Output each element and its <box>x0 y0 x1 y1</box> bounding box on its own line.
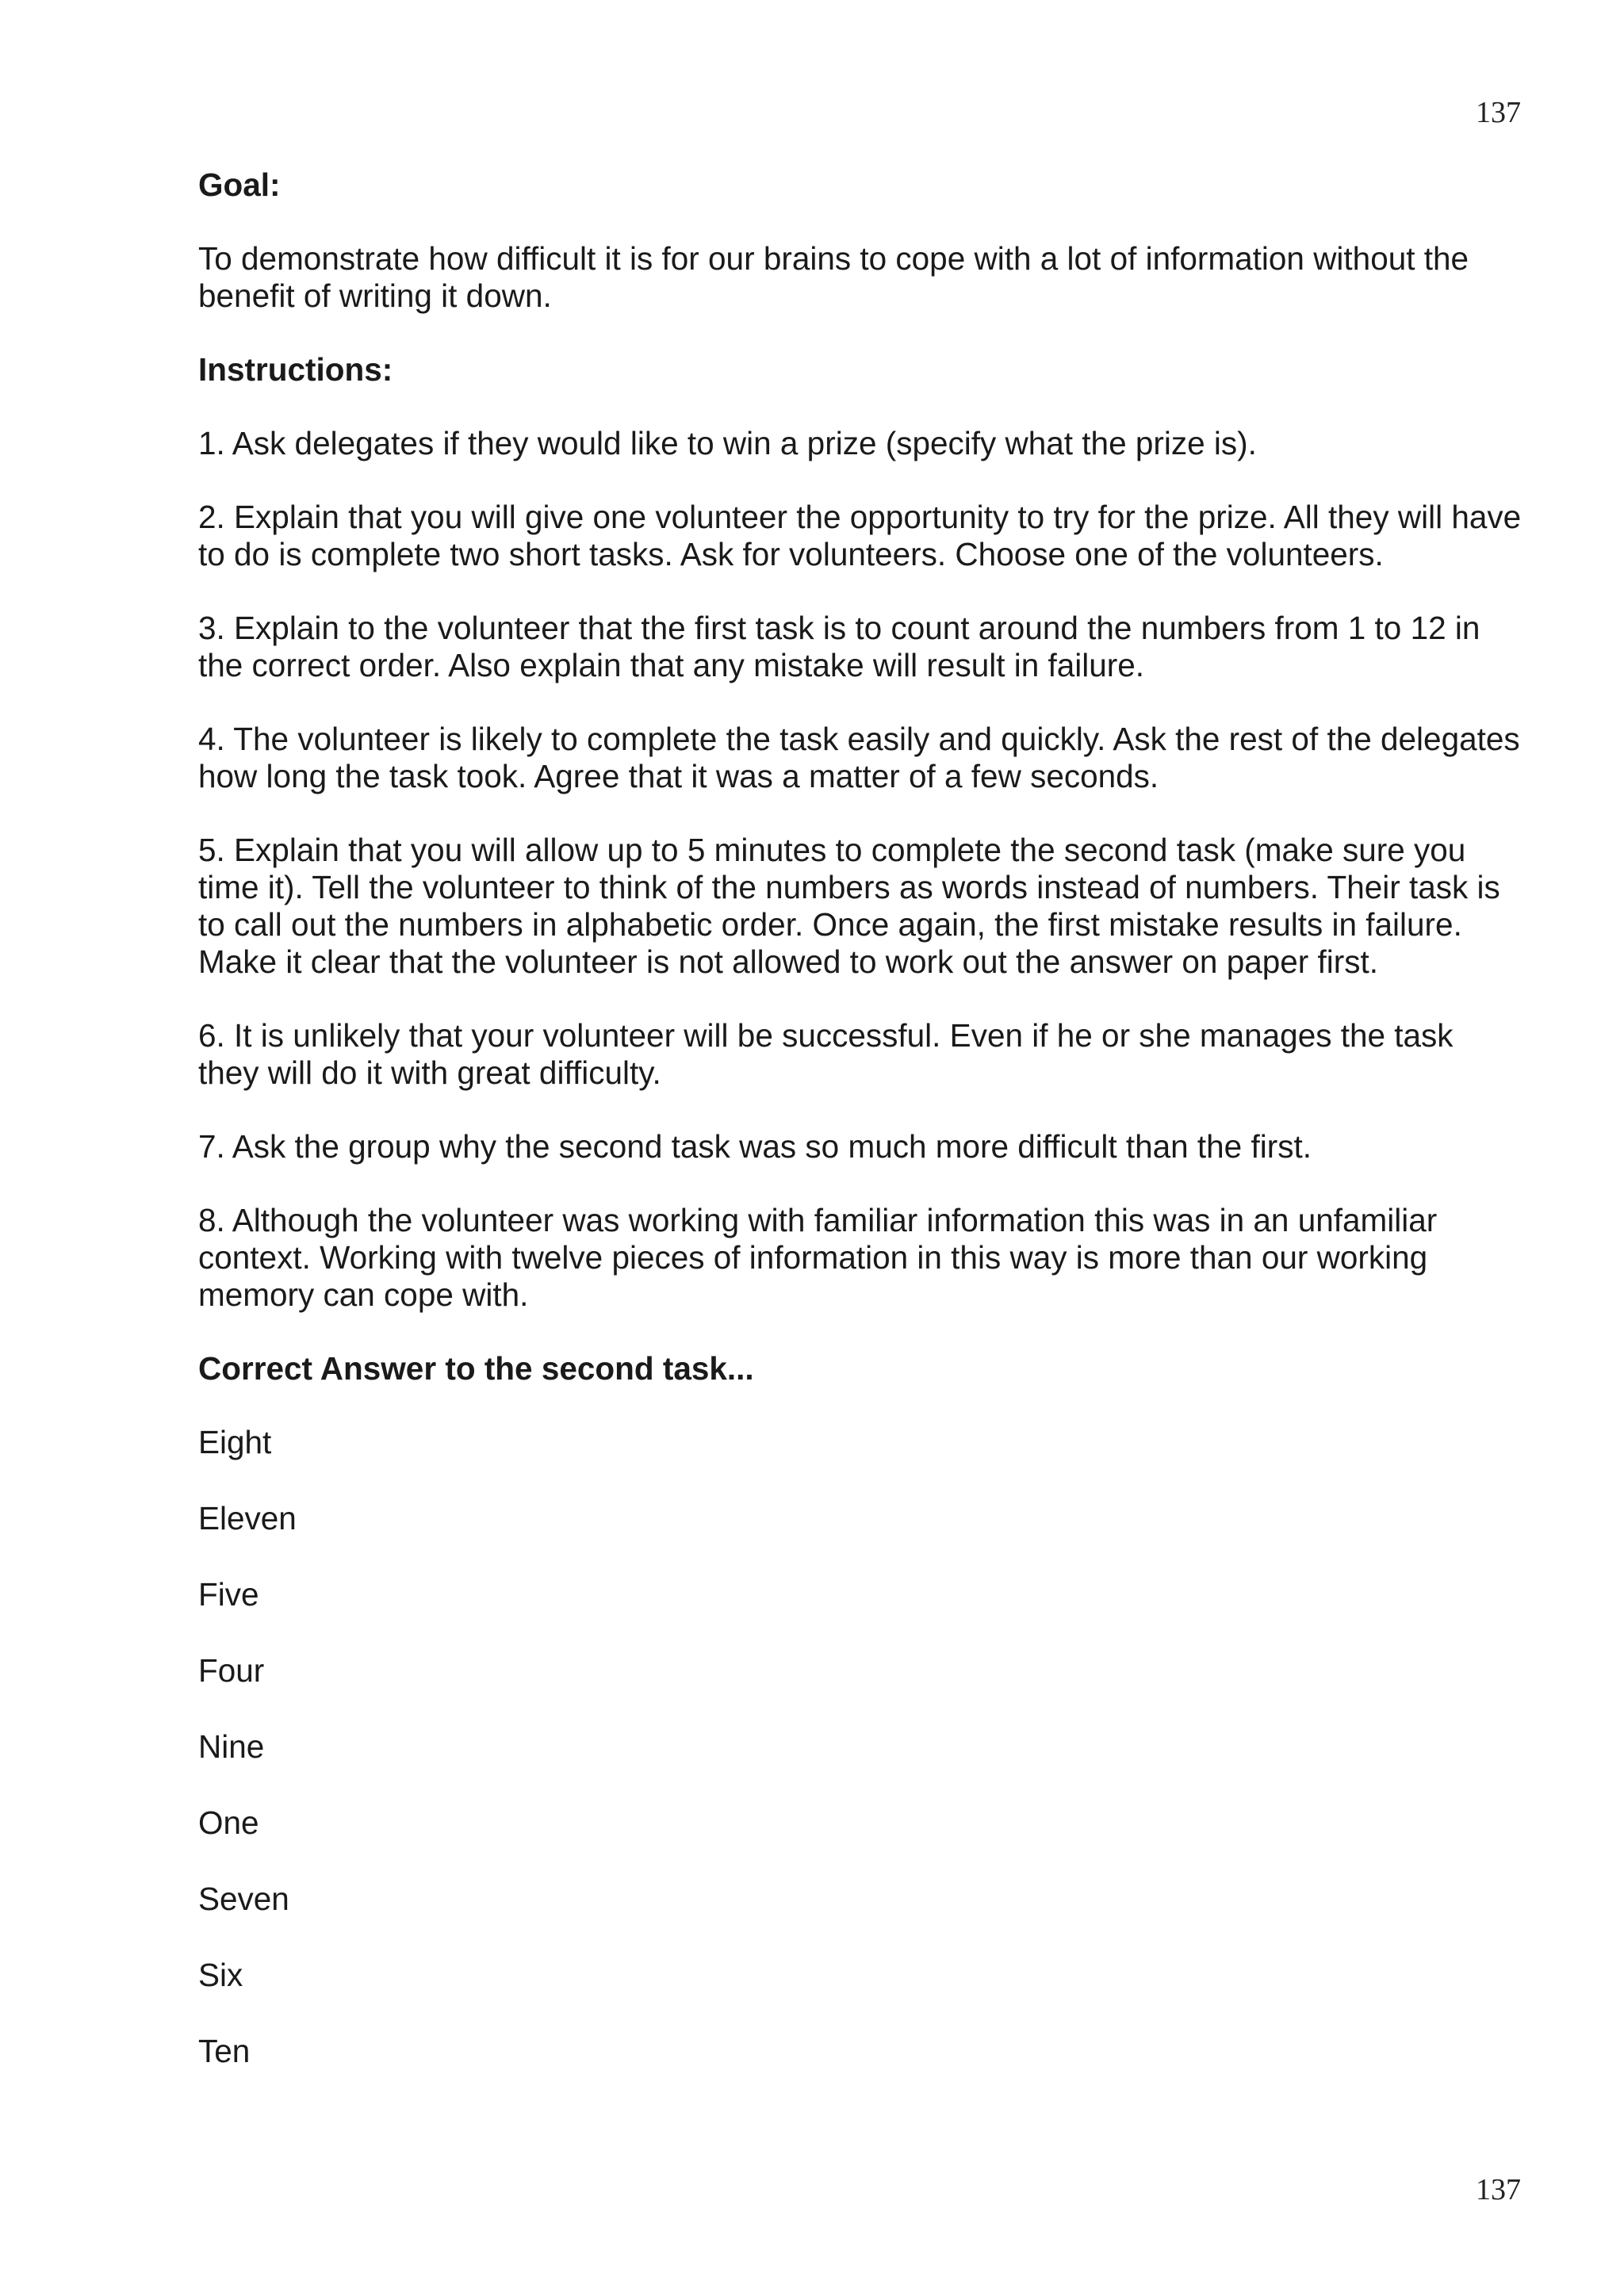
instruction-step-8: 8. Although the volunteer was working with familiar information this was in an unfamiliar context. Working with twelve pieces of information in this way is more than our working memory can cope with. <box>198 1202 1438 1313</box>
instructions-heading: Instructions: <box>198 351 393 388</box>
answer-item: Four <box>198 1652 265 1689</box>
answer-list <box>198 1424 1522 2070</box>
page-number-bottom: 137 <box>1476 2173 1521 2206</box>
instruction-step-1: 1. Ask delegates if they would like to win a prize (specify what the prize is). <box>198 425 1257 461</box>
answer-item: Nine <box>198 1728 265 1765</box>
answer-item: Eight <box>198 1424 272 1460</box>
instruction-step-4: 4. The volunteer is likely to complete the task easily and quickly. Ask the rest of the delegates how long the task took. Agree that it was a matter of a few seconds. <box>198 721 1520 794</box>
answer-item: Ten <box>198 2033 251 2069</box>
page-content <box>198 166 1522 2109</box>
instruction-step-7: 7. Ask the group why the second task was so much more difficult than the first. <box>198 1128 1312 1165</box>
goal-text: To demonstrate how difficult it is for our brains to cope with a lot of information without the benefit of writing it down. <box>198 240 1469 314</box>
answer-item: Five <box>198 1576 259 1613</box>
instruction-step-5: 5. Explain that you will allow up to 5 minutes to complete the second task (make sure you time it). Tell the volunteer to think of the numbers as words instead of numbers. Their task is to call out the numbers in alphabetic order. Once again, the first mistake results in failure. Make it clear that the volunteer is not allowed to work out the answer on paper first. <box>198 832 1500 980</box>
instruction-step-6: 6. It is unlikely that your volunteer will be successful. Even if he or she manages the task they will do it with great difficulty. <box>198 1017 1454 1091</box>
instruction-step-2: 2. Explain that you will give one volunteer the opportunity to try for the prize. All they will have to do is complete two short tasks. Ask for volunteers. Choose one of the volunteers. <box>198 499 1522 572</box>
answer-item: Seven <box>198 1881 289 1917</box>
page-number-top: 137 <box>1476 96 1521 129</box>
instruction-step-3: 3. Explain to the volunteer that the first task is to count around the numbers from 1 to 12 in the correct order. Also explain that any mistake will result in failure. <box>198 610 1480 683</box>
answer-item: One <box>198 1804 259 1841</box>
answer-heading: Correct Answer to the second task... <box>198 1350 754 1387</box>
answer-item: Eleven <box>198 1500 297 1536</box>
answer-item: Six <box>198 1957 243 1993</box>
goal-heading: Goal: <box>198 166 281 203</box>
